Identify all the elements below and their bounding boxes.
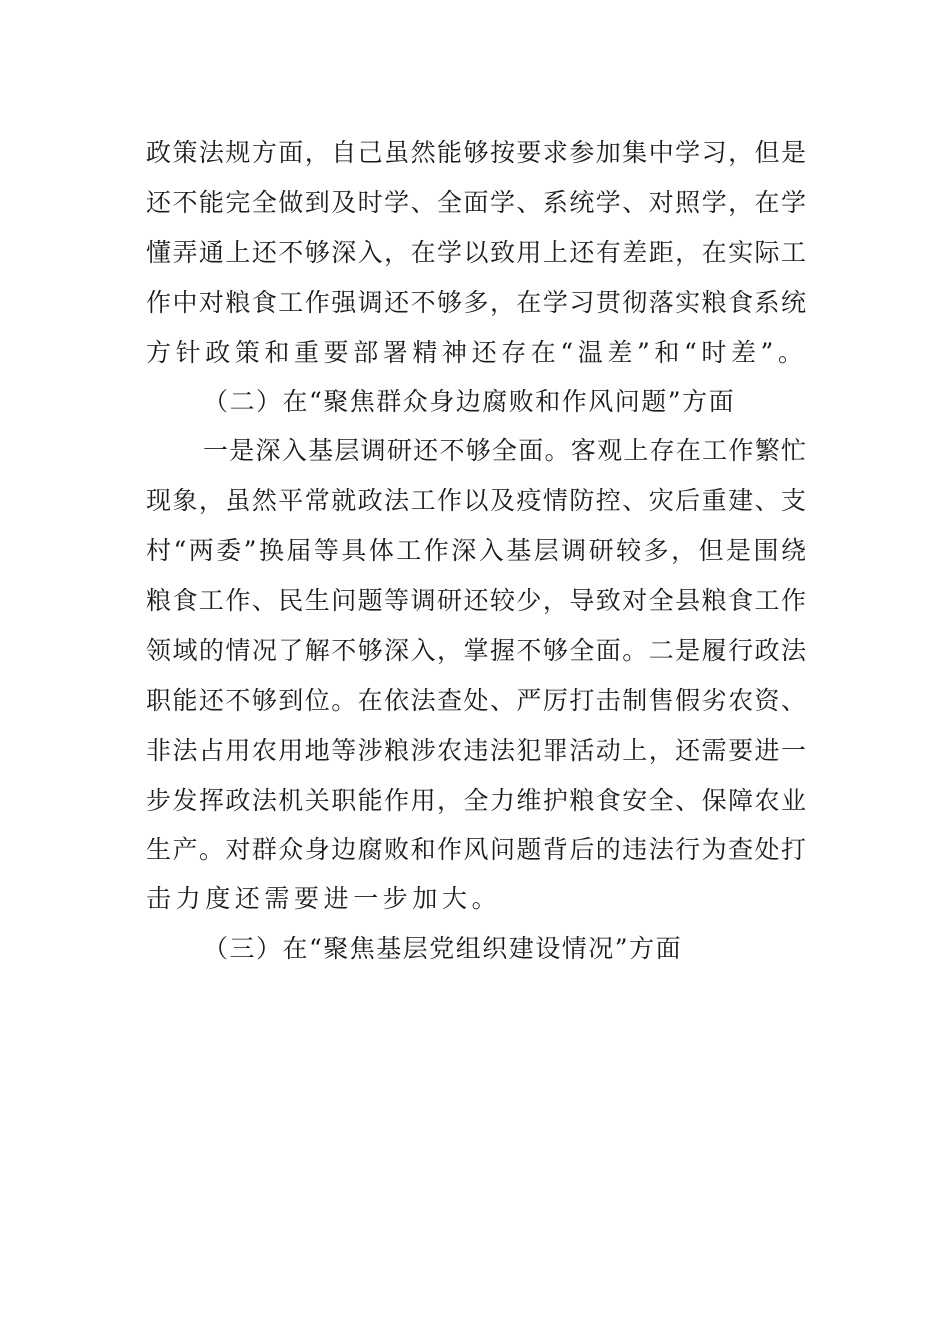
body-text-line: 懂弄通上还不够深入，在学以致用上还有差距，在实际工	[146, 238, 806, 267]
body-text-line: 非法占用农用地等涉粮涉农违法犯罪活动上，还需要进一	[146, 736, 806, 765]
body-text-line: 政策法规方面，自己虽然能够按要求参加集中学习，但是	[146, 138, 806, 167]
body-text-line: 现象，虽然平常就政法工作以及疫情防控、灾后重建、支	[146, 486, 806, 515]
body-text-line: 生产。对群众身边腐败和作风问题背后的违法行为查处打	[146, 835, 806, 864]
body-text-line: 粮食工作、民生问题等调研还较少，导致对全县粮食工作	[146, 586, 806, 615]
body-text-line: 领域的情况了解不够深入，掌握不够全面。二是履行政法	[146, 636, 806, 665]
body-text-line: 职能还不够到位。在依法查处、严厉打击制售假劣农资、	[146, 686, 806, 715]
section-heading: （二）在“聚焦群众身边腐败和作风问题”方面	[203, 387, 736, 416]
section-heading: （三）在“聚焦基层党组织建设情况”方面	[203, 934, 683, 963]
body-text-line: 作中对粮食工作强调还不够多，在学习贯彻落实粮食系统	[146, 288, 806, 317]
paragraph-first-line: 一是深入基层调研还不够全面。客观上存在工作繁忙	[203, 436, 806, 465]
body-text-line: 步发挥政法机关职能作用，全力维护粮食安全、保障农业	[146, 786, 806, 815]
body-text-line: 击力度还需要进一步加大。	[146, 884, 502, 913]
body-text-line: 还不能完全做到及时学、全面学、系统学、对照学，在学	[146, 188, 806, 217]
body-text-line: 方针政策和重要部署精神还存在“温差”和“时差”。	[146, 338, 808, 367]
body-text-line: 村“两委”换届等具体工作深入基层调研较多，但是围绕	[146, 536, 806, 565]
